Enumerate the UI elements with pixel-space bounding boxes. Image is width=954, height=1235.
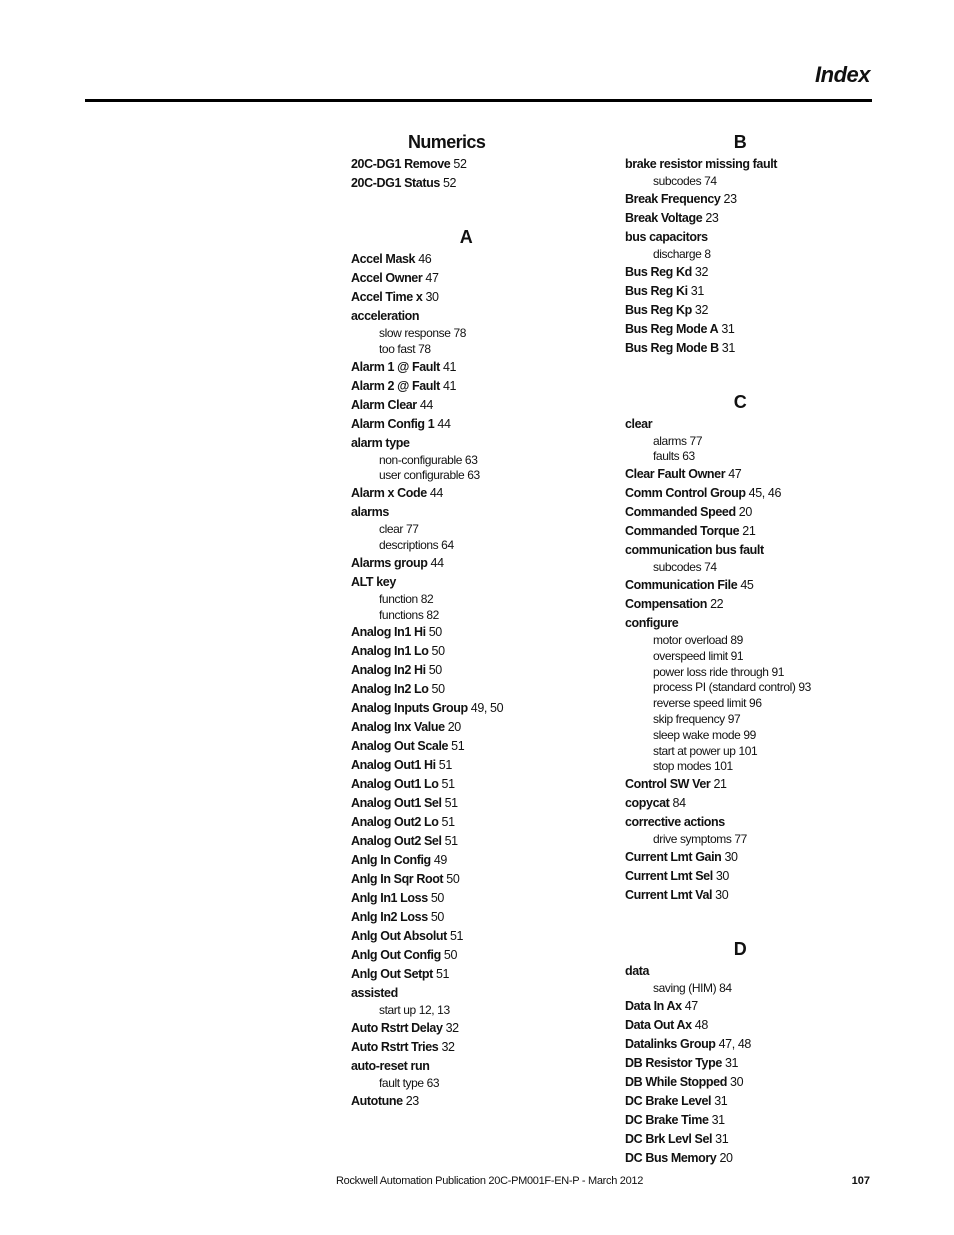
section-heading: Numerics <box>408 132 486 152</box>
index-subentry: user configurable 63 <box>379 468 480 483</box>
index-entry <box>625 813 855 832</box>
index-term: assisted <box>351 986 398 1001</box>
index-term: Data In Ax <box>625 998 682 1013</box>
index-pages: 23 <box>405 1093 419 1108</box>
index-term: Analog In1 Lo <box>351 644 429 659</box>
index-term: Break Frequency <box>625 191 721 206</box>
index-entry <box>351 396 581 415</box>
index-term: Anlg In1 Loss <box>351 891 428 906</box>
index-term: Communication File <box>625 577 738 592</box>
index-pages: 50 <box>431 644 445 659</box>
index-entry <box>625 1130 855 1149</box>
index-pages: 30 <box>724 849 738 864</box>
index-term: Alarms group <box>351 555 428 570</box>
index-term: ALT key <box>351 574 396 589</box>
index-entry <box>351 946 581 965</box>
index-subentry: saving (HIM) 84 <box>653 980 732 995</box>
index-entry <box>351 250 581 269</box>
index-entry <box>351 851 581 870</box>
index-entry <box>351 832 581 851</box>
index-term: Analog Inx Value <box>351 720 445 735</box>
index-subentry: stop modes 101 <box>653 759 733 774</box>
index-entry <box>351 870 581 889</box>
index-subentry: process PI (standard control) 93 <box>653 680 811 695</box>
index-pages: 51 <box>451 739 465 754</box>
index-entry <box>625 155 855 174</box>
index-term: Bus Reg Mode B <box>625 340 719 355</box>
index-pages: 41 <box>442 378 457 393</box>
index-entry <box>351 573 581 592</box>
section-heading: D <box>733 938 747 959</box>
index-term: auto-reset run <box>351 1059 430 1074</box>
index-entry <box>351 554 581 573</box>
index-subentry: subcodes 74 <box>653 560 717 575</box>
index-entry <box>625 522 855 541</box>
index-term: Analog Out1 Lo <box>351 777 439 792</box>
index-term: Autotune <box>351 1093 403 1108</box>
index-term: Alarm x Code <box>351 486 427 501</box>
index-pages: 50 <box>430 910 444 925</box>
index-subentry: power loss ride through 91 <box>653 664 785 679</box>
index-term: Analog Out Scale <box>351 739 449 754</box>
index-entry <box>625 263 855 282</box>
index-pages: 44 <box>429 486 443 501</box>
index-entry <box>625 1016 855 1035</box>
section-heading: A <box>459 227 473 247</box>
index-entry <box>351 642 581 661</box>
index-pages: 47 <box>728 467 742 482</box>
section-heading: B <box>733 132 747 152</box>
index-entry <box>351 813 581 832</box>
index-entry <box>351 889 581 908</box>
index-pages: 20 <box>447 720 461 735</box>
index-pages: 23 <box>705 210 719 225</box>
index-entry <box>625 541 855 560</box>
index-pages: 20 <box>738 505 752 520</box>
index-entry <box>351 358 581 377</box>
index-entry <box>625 886 855 905</box>
index-entry <box>351 794 581 813</box>
index-term: copycat <box>625 796 670 811</box>
index-pages: 31 <box>714 1093 728 1108</box>
index-term: Bus Reg Mode A <box>625 321 719 336</box>
index-entry <box>351 965 581 984</box>
index-subentry: subcodes 74 <box>653 174 717 188</box>
index-term: DC Bus Memory <box>625 1150 717 1165</box>
index-pages: 44 <box>437 416 451 431</box>
index-pages: 31 <box>690 283 704 298</box>
index-term: Analog In2 Hi <box>351 663 426 678</box>
index-term: Clear Fault Owner <box>625 467 726 482</box>
index-pages: 51 <box>435 967 450 982</box>
index-term: Analog Out2 Lo <box>351 815 439 830</box>
index-entry <box>625 503 855 522</box>
index-pages: 52 <box>453 157 467 171</box>
index-term: DB While Stopped <box>625 1074 727 1089</box>
index-entry <box>351 661 581 680</box>
index-pages: 32 <box>694 264 709 279</box>
index-entry <box>625 614 855 633</box>
index-term: Commanded Torque <box>625 524 740 539</box>
footer-publication: Rockwell Automation Publication 20C-PM001F-EN-P - March 2012 <box>336 1175 644 1187</box>
index-pages: 46 <box>418 252 432 266</box>
index-entry <box>351 1038 581 1057</box>
index-pages: 48 <box>694 1017 708 1032</box>
index-pages: 47 <box>425 271 439 285</box>
index-entry <box>625 228 855 247</box>
index-entry <box>625 595 855 614</box>
index-pages: 50 <box>430 891 444 906</box>
index-entry <box>351 269 581 288</box>
footer-page-number: 107 <box>851 1175 870 1187</box>
index-term: Alarm 1 @ Fault <box>351 359 440 374</box>
index-pages: 30 <box>425 290 439 304</box>
index-entry <box>351 737 581 756</box>
index-term: Analog In2 Lo <box>351 682 429 697</box>
index-term: Anlg In Sqr Root <box>351 872 444 887</box>
index-subentry: too fast 78 <box>379 341 431 356</box>
index-entry <box>351 307 581 326</box>
index-entry <box>625 775 855 794</box>
index-pages: 22 <box>710 596 724 611</box>
index-entry <box>351 699 581 718</box>
index-pages: 49, 50 <box>470 701 504 716</box>
index-entry <box>351 503 581 522</box>
index-term: Comm Control Group <box>625 486 746 501</box>
index-pages: 51 <box>441 815 455 830</box>
index-term: 20C-DG1 Remove <box>351 157 451 171</box>
index-entry <box>625 190 855 209</box>
index-subentry: function 82 <box>379 591 434 606</box>
index-subentry: start at power up 101 <box>653 743 758 758</box>
index-term: Analog In1 Hi <box>351 625 426 640</box>
index-term: Bus Reg Kd <box>625 264 692 279</box>
index-term: Analog Inputs Group <box>351 701 468 716</box>
index-term: Auto Rstrt Tries <box>351 1040 439 1055</box>
index-subentry: slow response 78 <box>379 326 466 340</box>
index-pages: 50 <box>428 625 442 640</box>
index-pages: 31 <box>721 321 735 336</box>
index-term: brake resistor missing fault <box>625 157 778 171</box>
index-pages: 30 <box>730 1074 744 1089</box>
index-term: 20C-DG1 Status <box>351 176 440 190</box>
index-pages: 51 <box>449 929 464 944</box>
index-term: communication bus fault <box>625 543 764 558</box>
index-entry <box>351 680 581 699</box>
index-pages: 31 <box>711 1112 725 1127</box>
index-term: Current Lmt Gain <box>625 849 722 864</box>
index-term: data <box>625 963 650 978</box>
index-entry <box>351 623 581 642</box>
index-term: DC Brk Levl Sel <box>625 1131 713 1146</box>
index-entry <box>351 756 581 775</box>
index-term: bus capacitors <box>625 229 708 244</box>
index-subentry: non-configurable 63 <box>379 452 478 467</box>
index-entry <box>351 484 581 503</box>
index-entry <box>625 320 855 339</box>
index-entry <box>625 867 855 886</box>
index-term: Accel Mask <box>351 252 416 266</box>
index-entry <box>625 1149 855 1168</box>
index-term: Anlg Out Setpt <box>351 967 433 982</box>
index-pages: 50 <box>446 872 460 887</box>
index-term: Auto Rstrt Delay <box>351 1021 443 1036</box>
index-entry <box>625 1092 855 1111</box>
index-pages: 21 <box>713 777 727 792</box>
index-entry <box>625 282 855 301</box>
index-term: DC Brake Level <box>625 1093 712 1108</box>
index-pages: 32 <box>441 1040 455 1055</box>
index-pages: 31 <box>715 1131 729 1146</box>
index-subentry: clear 77 <box>379 522 419 537</box>
index-entry <box>625 484 855 503</box>
index-entry <box>351 927 581 946</box>
index-term: Current Lmt Sel <box>625 868 713 883</box>
index-pages: 20 <box>719 1150 733 1165</box>
index-pages: 41 <box>442 359 457 374</box>
index-column-left <box>351 130 581 1111</box>
index-pages: 49 <box>433 853 447 868</box>
section-heading: C <box>733 391 747 412</box>
index-entry <box>625 415 855 434</box>
index-term: alarms <box>351 505 389 520</box>
index-entry <box>625 997 855 1016</box>
index-term: Datalinks Group <box>625 1036 716 1051</box>
index-pages: 50 <box>443 948 457 963</box>
index-term: Anlg Out Absolut <box>351 929 447 944</box>
index-pages: 51 <box>438 758 452 773</box>
index-entry <box>351 415 581 434</box>
index-entry <box>351 718 581 737</box>
index-entry <box>351 174 581 193</box>
index-term: configure <box>625 615 679 630</box>
index-term: Anlg In2 Loss <box>351 910 428 925</box>
index-pages: 50 <box>431 682 445 697</box>
index-term: Accel Time x <box>351 290 423 304</box>
index-term: Analog Out2 Sel <box>351 834 442 849</box>
index-entry <box>351 984 581 1003</box>
section-spacer <box>351 193 581 225</box>
index-entry <box>625 301 855 320</box>
index-subentry: overspeed limit 91 <box>653 648 744 663</box>
index-entry <box>625 1073 855 1092</box>
index-entry <box>625 1111 855 1130</box>
index-entry <box>625 209 855 228</box>
index-pages: 51 <box>444 796 458 811</box>
index-entry <box>625 1054 855 1073</box>
section-spacer <box>625 905 855 937</box>
index-entry <box>625 848 855 867</box>
index-pages: 84 <box>672 796 686 811</box>
index-entry <box>351 434 581 453</box>
index-subentry: functions 82 <box>379 607 439 622</box>
index-pages: 31 <box>721 340 735 355</box>
index-subentry: descriptions 64 <box>379 537 454 552</box>
index-entry <box>625 962 855 981</box>
section-spacer <box>625 358 855 390</box>
index-entry <box>351 908 581 927</box>
index-subentry: motor overload 89 <box>653 632 743 647</box>
index-term: Control SW Ver <box>625 777 711 792</box>
index-entry <box>625 794 855 813</box>
index-pages: 30 <box>715 868 729 883</box>
index-term: corrective actions <box>625 815 725 830</box>
index-subentry: discharge 8 <box>653 246 711 261</box>
index-pages: 51 <box>441 777 455 792</box>
index-entry <box>351 1092 581 1111</box>
index-entry <box>625 576 855 595</box>
index-pages: 30 <box>715 887 729 902</box>
header-rule <box>85 99 872 102</box>
index-subentry: skip frequency 97 <box>653 711 741 726</box>
index-pages: 31 <box>724 1055 739 1070</box>
index-subentry: reverse speed limit 96 <box>653 696 762 711</box>
index-entry <box>351 288 581 307</box>
index-column-right <box>625 130 855 1168</box>
index-pages: 32 <box>694 302 709 317</box>
index-term: Alarm 2 @ Fault <box>351 378 440 393</box>
index-term: Compensation <box>625 596 708 611</box>
index-entry <box>625 1035 855 1054</box>
index-pages: 45 <box>740 577 754 592</box>
index-pages: 47 <box>684 998 698 1013</box>
index-pages: 44 <box>419 397 433 412</box>
index-term: alarm type <box>351 435 410 450</box>
index-term: Bus Reg Ki <box>625 283 688 298</box>
index-term: Current Lmt Val <box>625 887 713 902</box>
index-pages: 51 <box>444 834 458 849</box>
index-term: Bus Reg Kp <box>625 302 692 317</box>
index-term: Break Voltage <box>625 210 703 225</box>
index-term: Anlg In Config <box>351 853 431 868</box>
index-entry <box>351 1057 581 1076</box>
index-term: DB Resistor Type <box>625 1055 722 1070</box>
index-entry <box>625 465 855 484</box>
index-pages: 32 <box>445 1021 459 1036</box>
index-pages: 50 <box>428 663 442 678</box>
index-term: Data Out Ax <box>625 1017 692 1032</box>
index-entry <box>625 339 855 358</box>
index-term: acceleration <box>351 309 420 323</box>
index-entry <box>351 155 581 174</box>
index-entry <box>351 1019 581 1038</box>
index-term: Analog Out1 Hi <box>351 758 436 773</box>
index-term: Anlg Out Config <box>351 948 441 963</box>
index-subentry: faults 63 <box>653 449 695 464</box>
index-subentry: sleep wake mode 99 <box>653 727 756 742</box>
page-title: Index <box>815 62 870 87</box>
index-subentry: drive symptoms 77 <box>653 832 747 847</box>
index-term: Accel Owner <box>351 271 423 285</box>
index-pages: 52 <box>442 176 457 190</box>
index-subentry: fault type 63 <box>379 1076 440 1091</box>
index-term: DC Brake Time <box>625 1112 709 1127</box>
index-pages: 45, 46 <box>748 486 782 501</box>
index-term: Analog Out1 Sel <box>351 796 442 811</box>
index-pages: 21 <box>742 524 756 539</box>
index-pages: 23 <box>723 191 737 206</box>
index-subentry: start up 12, 13 <box>379 1003 450 1018</box>
index-subentry: alarms 77 <box>653 433 703 448</box>
index-entry <box>351 377 581 396</box>
index-term: Alarm Config 1 <box>351 416 435 431</box>
index-term: Alarm Clear <box>351 397 417 412</box>
index-entry <box>351 775 581 794</box>
index-pages: 47, 48 <box>718 1036 751 1051</box>
index-pages: 44 <box>430 555 444 570</box>
index-term: Commanded Speed <box>625 505 736 520</box>
index-term: clear <box>625 416 653 431</box>
